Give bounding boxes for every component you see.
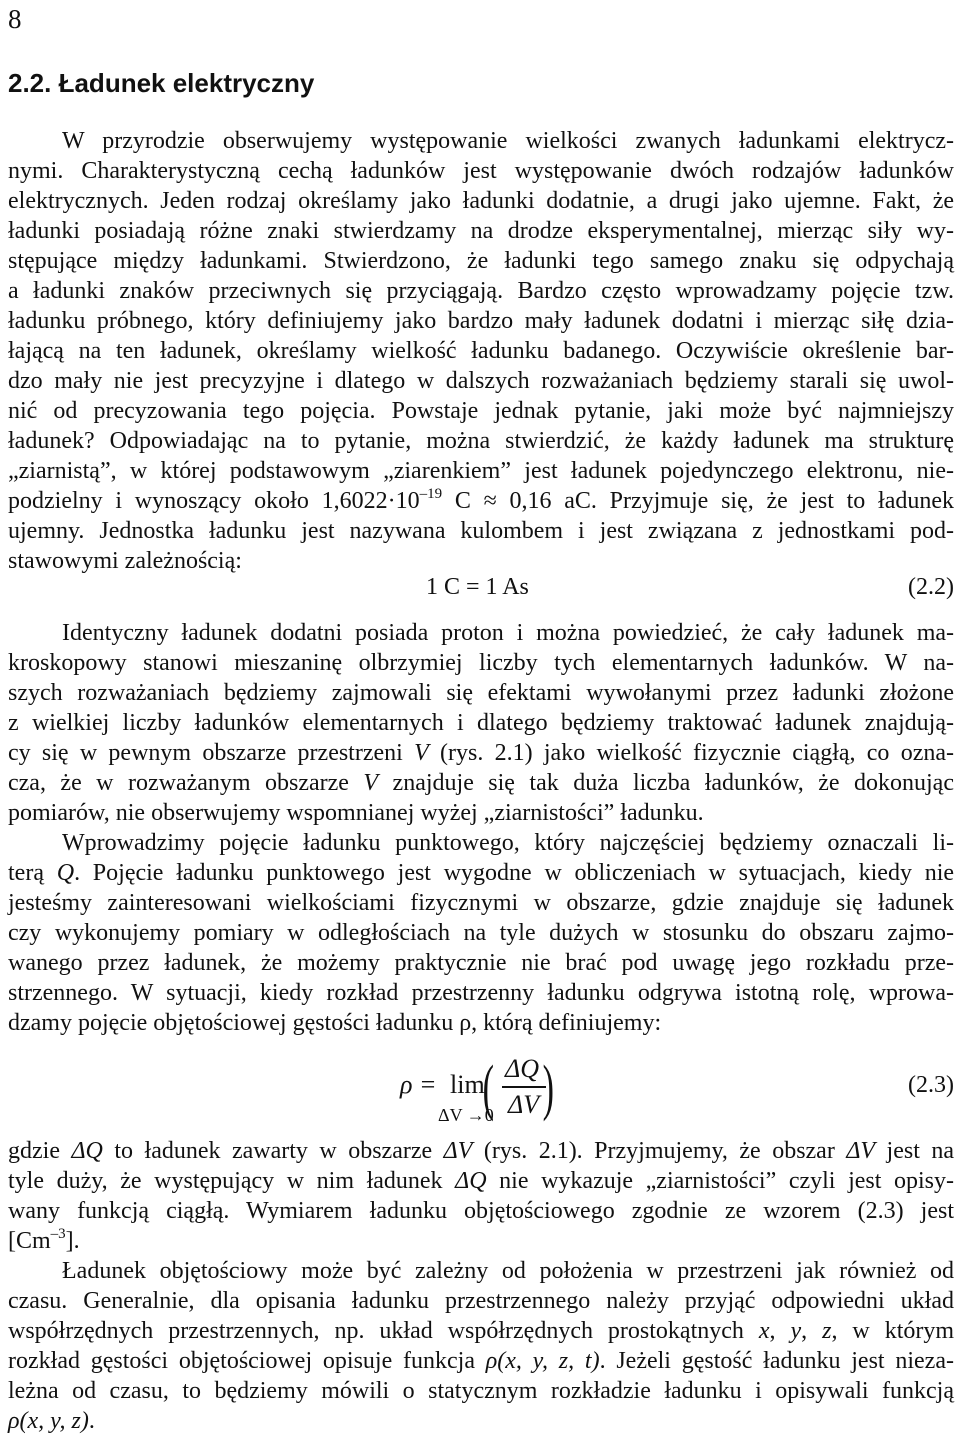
text-line: dzamy pojęcie objętościowej gęstości ładunku ρ, którą definiujemy:: [8, 1010, 662, 1036]
left-paren: (: [482, 1054, 495, 1122]
text-line-charge: podzielny i wynoszący około $1,6022\cdot 10^{-19}$ C ≈ 0,16 aC. Przyjmuje się, że jest to ładunek: [8, 486, 954, 514]
text-line: $[Cm^{-3}]$.: [8, 1226, 80, 1254]
text-line: a ładunki znaków przeciwnych się przyciągają. Bardzo często wprowadzamy pojęcie tzw.: [8, 278, 954, 304]
page-number: 8: [8, 4, 22, 34]
equation-number: (2.3): [908, 1072, 954, 1098]
text-line: stawowymi zależnością:: [8, 548, 242, 574]
text-line: Ładunek objętościowy może być zależny od położenia w przestrzeni jak również od: [62, 1258, 954, 1284]
exponent: –3: [50, 1226, 66, 1242]
fraction-denominator: ΔV: [508, 1090, 540, 1119]
text-line: rozkład gęstości objętościowej opisuje funkcja ρ(x, y, z, t). Jeżeli gęstość ładunku jest nieza-: [8, 1348, 954, 1374]
text-line: z wielkiej liczby ładunków elementarnych i dlatego będziemy traktować ładunek znajdują-: [8, 710, 954, 736]
text-line: elektrycznych. Jeden rodzaj określamy jako ładunki dodatnie, a drugi jako ujemne. Fakt, że: [8, 188, 954, 214]
text-line: „ziarnistą”, w której podstawowym „ziarenkiem” jest ładunek pojedynczego elektronu, nie-: [8, 458, 954, 484]
text-line: stępujące między ładunkami. Stwierdzono, że ładunki tego samego znaku się odpychają: [8, 248, 954, 274]
text-line: ujemny. Jednostka ładunku jest nazywana kulombem i jest związana z jednostkami pod-: [8, 518, 954, 544]
equation-2-3: [0, 1050, 960, 1126]
text-line: kroskopowy stanowi mieszaninę olbrzymiej liczby tych elementarnych ładunków. W na-: [8, 650, 954, 676]
text-line: pomiarów, nie obserwujemy wspomnianej wyżej „ziarnistości” ładunku.: [8, 800, 704, 826]
text-line: nić od precyzowania tego pojęcia. Powstaje jednak pytanie, jaki może być najmniejszy: [8, 398, 954, 424]
text-line: ładunku próbnego, który definiujemy jako bardzo mały ładunek dodatni i mierząc siłę dzia-: [8, 308, 954, 334]
text-line: Wprowadzimy pojęcie ładunku punktowego, który najczęściej będziemy oznaczali li-: [62, 830, 954, 856]
text-line: cza, że w rozważanym obszarze V znajduje się tak duża liczba ładunków, że dokonując: [8, 770, 954, 796]
fraction-bar: [502, 1086, 546, 1088]
text-line: strzennego. W sytuacji, kiedy rozkład przestrzenny ładunku odgrywa istotną rolę, wprowa-: [8, 980, 954, 1006]
text-line: terą Q. Pojęcie ładunku punktowego jest wygodne w obliczeniach w sytuacjach, kiedy nie: [8, 860, 955, 886]
text-line: leżna od czasu, to będziemy mówili o statycznym rozkładzie ładunku i opisywali funkcją: [8, 1378, 954, 1404]
text-line: czy wykonujemy pomiary w odległościach na tyle dużych w stosunku do obszaru zajmo-: [8, 920, 954, 946]
text-line: ładunki posiadają różne znaki stwierdzamy na drodze eksperymentalnej, mierząc siły wy-: [8, 218, 954, 244]
section-heading: 2.2. Ładunek elektryczny: [8, 68, 315, 98]
equation-expression: 1 C = 1 As: [426, 574, 529, 600]
text-line: cy się w pewnym obszarze przestrzeni V (rys. 2.1) jako wielkość fizycznie ciągłą, co ozna-: [8, 740, 954, 766]
text-line: W przyrodzie obserwujemy występowanie wielkości zwanych ładunkami elektrycz-: [62, 128, 954, 154]
text-line: ładunek? Odpowiadając na to pytanie, można stwierdzić, że każdy ładunek ma strukturę: [8, 428, 954, 454]
text-line: szych rozważaniach będziemy zajmowali się efektami wywołanymi przez ładunki złożone: [8, 680, 954, 706]
text-line: wany funkcją ciągłą. Wymiarem ładunku objętościowego zgodnie ze wzorem (2.3) jest: [8, 1198, 954, 1224]
text-line: wanego przez ładunek, że możemy praktycznie nie brać pod uwagę jego rozkładu prze-: [8, 950, 954, 976]
text-line: nymi. Charakterystyczną cechą ładunków jest występowanie dwóch rodzajów ładunków: [8, 158, 954, 184]
text-line: współrzędnych przestrzennych, np. układ współrzędnych prostokątnych x, y, z, w którym: [8, 1318, 955, 1344]
equation-lhs: ρ =: [400, 1070, 437, 1099]
text-line: dzo mały nie jest precyzyjne i dlatego w dalszych rozważaniach będziemy starali się uwol-: [8, 368, 954, 394]
text-line: gdzie ΔQ to ładunek zawarty w obszarze ΔV (rys. 2.1). Przyjmujemy, że obszar ΔV jest na: [8, 1138, 955, 1164]
text-line: tyle duży, że występujący w nim ładunek ΔQ nie wykazuje „ziarnistości” czyli jest opisy-: [8, 1168, 954, 1194]
text-line: ρ(x, y, z).: [8, 1408, 95, 1434]
right-paren: ): [542, 1054, 555, 1122]
limit-operator: lim: [450, 1070, 485, 1099]
fraction-numerator: ΔQ: [505, 1054, 540, 1083]
text-line: Identyczny ładunek dodatni posiada proton i można powiedzieć, że cały ładunek ma-: [62, 620, 954, 646]
equation-number: (2.2): [908, 574, 954, 600]
equation-2-2: [0, 572, 960, 602]
text-line: jesteśmy zainteresowani wielkościami fizycznymi w obszarze, gdzie znajduje się ładunek: [8, 890, 954, 916]
exponent: –19: [419, 486, 443, 502]
limit-subscript: ΔV →0: [438, 1105, 494, 1125]
text-line: łającą na ten ładunek, określamy wielkość ładunku badanego. Oczywiście określenie bar-: [8, 338, 954, 364]
text-line: czasu. Generalnie, dla opisania ładunku przestrzennego należy przyjąć odpowiedni układ: [8, 1288, 954, 1314]
